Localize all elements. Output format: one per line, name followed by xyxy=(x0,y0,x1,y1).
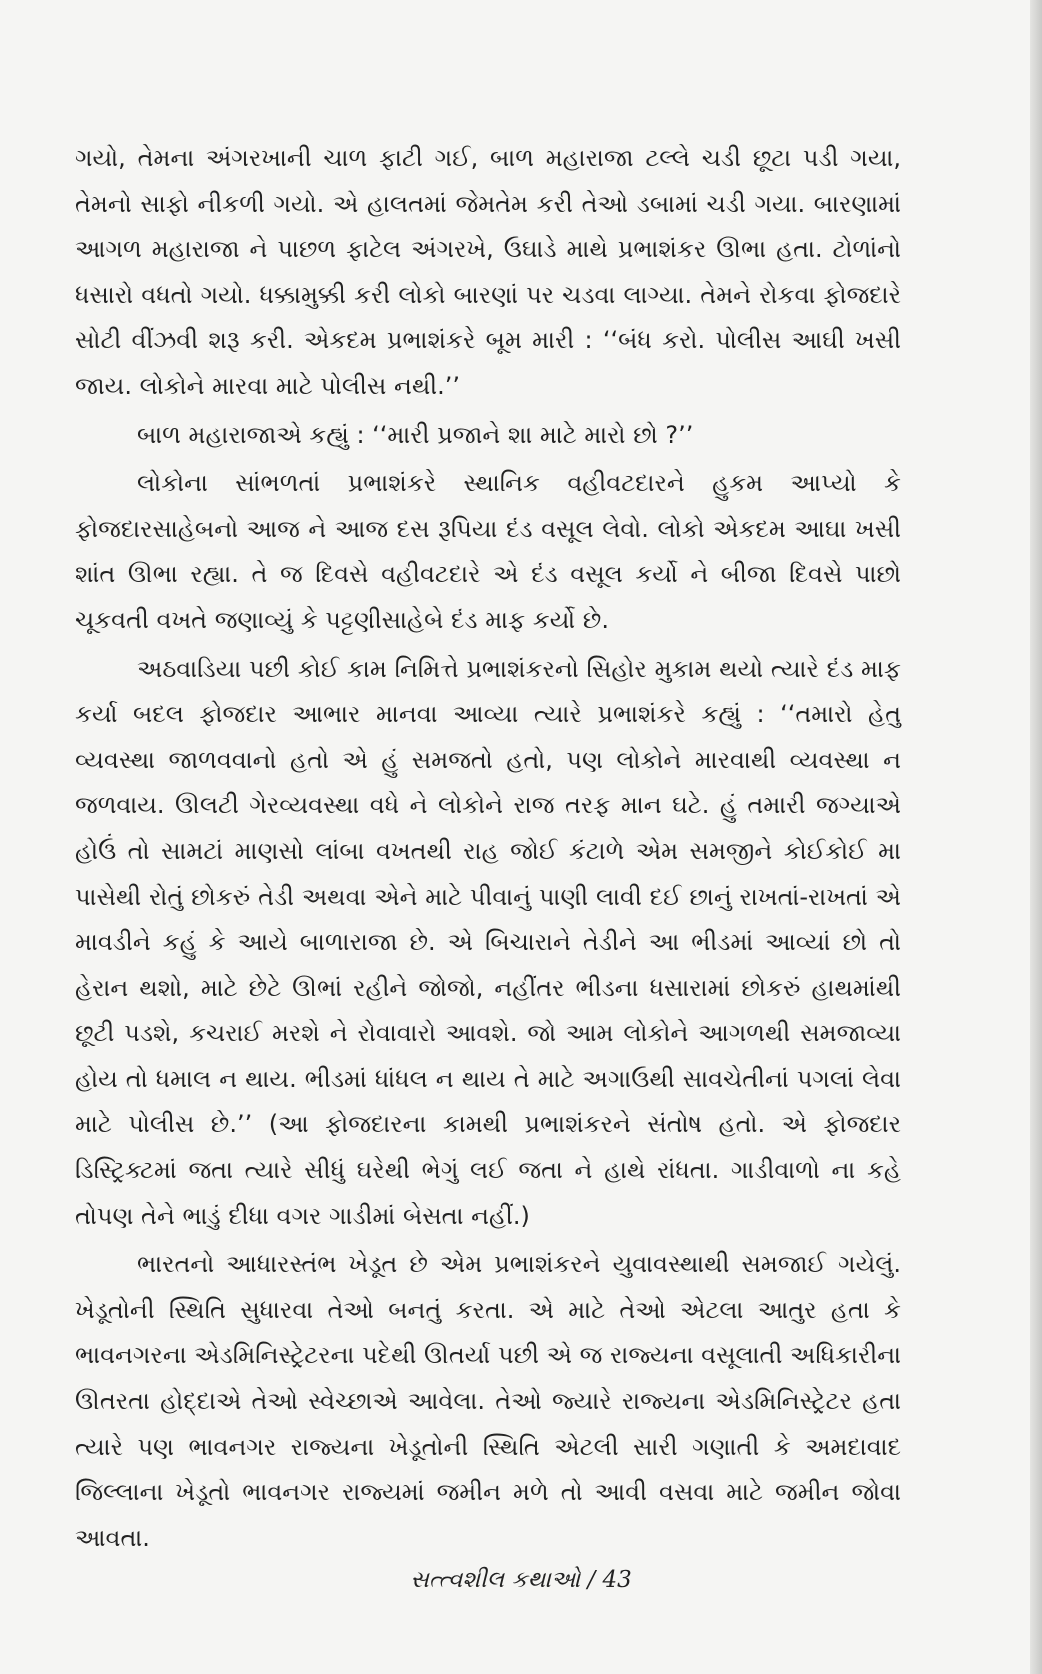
page-edge-shadow xyxy=(1030,0,1042,1674)
paragraph-5: ભારતનો આધારસ્તંભ ખેડૂત છે એમ પ્રભાશંકરને યુવાવસ્થાથી સમજાઈ ગયેલું. ખેડૂતોની સ્થિતિ સુધારવા તેઓ બનતું કરતા. એ માટે તેઓ એટલા આતુર હતા કે ભાવનગરના એડમિનિસ્ટ્રેટરના પદેથી ઊતર્યા પછી એ જ રાજ્યના વસૂલાતી અધિકારીના ઊતરતા હોદ્દાએ તેઓ સ્વેચ્છાએ આવેલા. તેઓ જ્યારે રાજ્યના એડમિનિસ્ટ્રેટર હતા ત્યારે પણ ભાવનગર રાજ્યના ખેડૂતોની સ્થિતિ એટલી સારી ગણાતી કે અમદાવાદ જિલ્લાના ખેડૂતો ભાવનગર રાજ્યમાં જમીન મળે તો આવી વસવા માટે જમીન જોવા આવતા. xyxy=(75,1250,901,1552)
page-footer: સત્ત્વશીલ કથાઓ / 43 xyxy=(410,1567,632,1593)
paragraph-2: બાળ મહારાજાએ કહ્યું : ‘‘મારી પ્રજાને શા માટે મારો છો ?’’ xyxy=(137,420,694,449)
body-text xyxy=(75,136,901,1561)
paragraph-3: લોકોના સાંભળતાં પ્રભાશંકરે સ્થાનિક વહીવટદારને હુકમ આપ્યો કે ફોજદારસાહેબનો આજ ને આજ દસ રૂપિયા દંડ વસૂલ લેવો. લોકો એકદમ આઘા ખસી શાંત ઊભા રહ્યા. તે જ દિવસે વહીવટદારે એ દંડ વસૂલ કર્યો ને બીજા દિવસે પાછો ચૂકવતી વખતે જણાવ્યું કે પટ્ટણીસાહેબે દંડ માફ કર્યો છે. xyxy=(75,469,901,634)
paragraph-4: અઠવાડિયા પછી કોઈ કામ નિમિત્તે પ્રભાશંકરનો સિહોર મુકામ થયો ત્યારે દંડ માફ કર્યા બદલ ફોજદાર આભાર માનવા આવ્યા ત્યારે પ્રભાશંકરે કહ્યું : ‘‘તમારો હેતુ વ્યવસ્થા જાળવવાનો હતો એ હું સમજતો હતો, પણ લોકોને મારવાથી વ્યવસ્થા ન જળવાય. ઊલટી ગેરવ્યવસ્થા વધે ને લોકોને રાજ તરફ માન ઘટે. હું તમારી જગ્યાએ હોઉં તો સામટાં માણસો લાંબા વખતથી રાહ જોઈ કંટાળે એમ સમજીને કોઈકોઈ મા પાસેથી રોતું છોકરું તેડી અથવા એને માટે પીવાનું પાણી લાવી દઈ છાનું રાખતાં-રાખતાં એ માવડીને કહું કે આયે બાળારાજા છે. એ બિચારાને તેડીને આ ભીડમાં આવ્યાં છો તો હેરાન થશો, માટે છેટે ઊભાં રહીને જોજો, નહીંતર ભીડના ધસારામાં છોકરું હાથમાંથી છૂટી પડશે, કચરાઈ મરશે ને રોવાવારો આવશે. જો આમ લોકોને આગળથી સમજાવ્યા હોય તો ધમાલ ન થાય. ભીડમાં ધાંધલ ન થાય તે માટે અગાઉથી સાવચેતીનાં પગલાં લેવા માટે પોલીસ છે.’’ (આ ફોજદારના કામથી પ્રભાશંકરને સંતોષ હતો. એ ફોજદાર ડિસ્ટ્રિક્ટમાં જતા ત્યારે સીધું ઘરેથી ભેગું લઈ જતા ને હાથે રાંધતા. ગાડીવાળો ના કહે તોપણ તેને ભાડું દીધા વગર ગાડીમાં બેસતા નહીં.) xyxy=(75,654,901,1230)
paragraph-1: ગયો, તેમના અંગરખાની ચાળ ફાટી ગઈ, બાળ મહારાજા ટલ્લે ચડી છૂટા પડી ગયા, તેમનો સાફો નીકળી ગયો. એ હાલતમાં જેમતેમ કરી તેઓ ડબામાં ચડી ગયા. બારણામાં આગળ મહારાજા ને પાછળ ફાટેલ અંગરખે, ઉઘાડે માથે પ્રભાશંકર ઊભા હતા. ટોળાંનો ધસારો વધતો ગયો. ધક્કામુક્કી કરી લોકો બારણાં પર ચડવા લાગ્યા. તેમને રોકવા ફોજદારે સોટી વીંઝવી શરૂ કરી. એકદમ પ્રભાશંકરે બૂમ મારી : ‘‘બંધ કરો. પોલીસ આઘી ખસી જાય. લોકોને મારવા માટે પોલીસ નથી.’’ xyxy=(75,144,901,400)
